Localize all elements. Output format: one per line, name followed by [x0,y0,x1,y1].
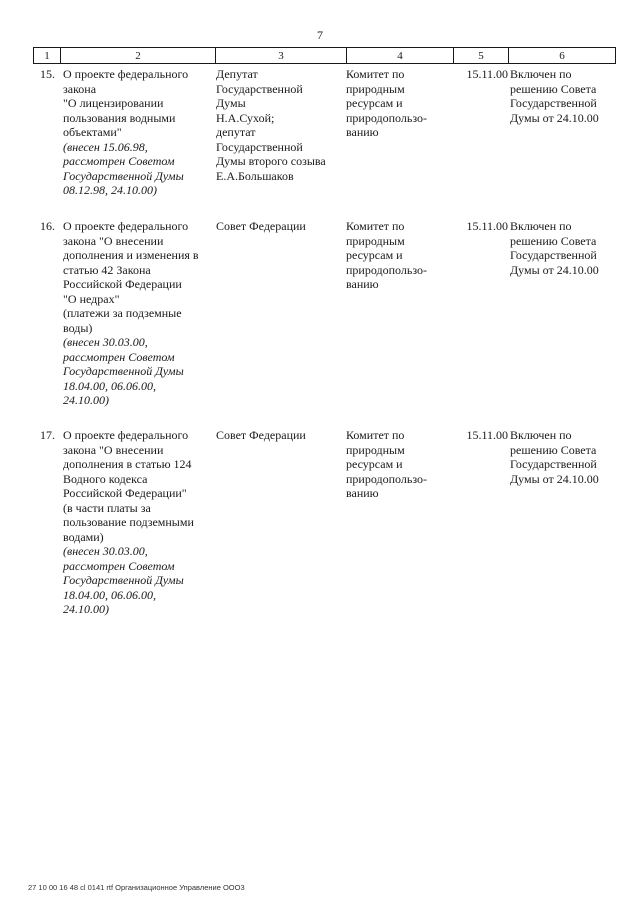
status-line: Думы от 24.10.00 [510,262,599,277]
bill-title-line: закона [63,81,97,96]
column-header-3: 3 [216,48,347,64]
committee-line: ванию [346,486,379,500]
inclusion-status [510,219,616,277]
author-line: Думы второго созыва [216,154,326,168]
committee-line: природопользо- [346,110,427,125]
responsible-committee [346,67,451,140]
bill-title-line: статью 42 Закона [63,262,151,277]
bill-note-line: 24.10.00) [63,393,109,407]
responsible-committee [346,219,451,292]
bill-note-line: рассмотрен Советом [63,349,175,364]
bill-title-line: Российской Федерации" [63,486,187,500]
review-date: 15.11.00 [466,428,508,442]
committee-line: природным [346,81,405,96]
row-number: 17. [40,428,55,442]
bill-title-line: дополнения и изменения в [63,248,199,262]
status-line: Включен по [510,219,572,233]
bill-note-line: 08.12.98, 24.10.00) [63,183,157,197]
author-line: Н.А.Сухой; [216,110,275,125]
bill-title-line: Российской Федерации [63,277,182,291]
committee-line: ресурсам и [346,96,403,110]
bill-title-line: пользования водными [63,110,176,125]
status-line: Государственной [510,96,597,110]
status-line: решению Совета [510,442,597,457]
bill-title-line: воды) [63,320,93,335]
bill-title-line: (платежи за подземные [63,306,182,320]
bill-title-line: О проекте федерального [63,219,189,233]
author-line: Депутат [216,67,258,81]
bill-title-line: О проекте федерального [63,67,189,81]
bill-author [216,67,344,183]
author-line: депутат [216,125,256,139]
column-header-row [34,48,616,64]
bill-note-line: Государственной Думы [63,364,184,378]
column-header-6: 6 [509,48,616,64]
bill-note-line: рассмотрен Советом [63,154,175,168]
column-header-5: 5 [454,48,509,64]
committee-line: природным [346,233,405,248]
bill-title-line: "О недрах" [63,291,120,306]
bill-title-line: водами) [63,529,104,544]
bill-note-line: (внесен 30.03.00, [63,335,148,349]
committee-line: природопользо- [346,262,427,277]
bill-note-line: (внесен 30.03.00, [63,544,148,558]
bill-title-line: (в части платы за [63,500,151,515]
bill-title-line: О проекте федерального [63,428,189,442]
bill-note-line: Государственной Думы [63,168,184,183]
committee-line: ванию [346,277,379,291]
status-line: Включен по [510,428,572,442]
status-line: Включен по [510,67,572,81]
bill-note-line: 24.10.00) [63,602,109,616]
committee-line: природным [346,442,405,457]
status-line: Государственной [510,248,597,262]
status-line: Думы от 24.10.00 [510,471,599,486]
bill-title-line: "О лицензировании [63,96,164,110]
bill-title-line: закона "О внесении [63,442,164,457]
status-line: Государственной [510,457,597,471]
row-number: 16. [40,219,55,233]
bill-title-line: Водного кодекса [63,471,148,486]
responsible-committee [346,428,451,501]
bill-note-line: 18.04.00, 06.06.00, [63,587,156,602]
inclusion-status [510,67,616,125]
committee-line: Комитет по [346,67,405,81]
author-line: Совет Федерации [216,219,306,233]
bill-author [216,428,344,443]
status-line: решению Совета [510,233,597,248]
author-line: Думы [216,96,246,110]
column-header-4: 4 [347,48,454,64]
author-line: Государственной [216,139,303,154]
column-header-1: 1 [34,48,61,64]
committee-line: ванию [346,125,379,139]
status-line: решению Совета [510,81,597,96]
bill-title-line: пользование подземными [63,515,194,529]
bill-note-line: рассмотрен Советом [63,558,175,573]
bill-note-line: (внесен 15.06.98, [63,139,148,154]
bill-title-line: закона "О внесении [63,233,164,248]
review-date: 15.11.00 [466,219,508,233]
bill-author [216,219,344,234]
author-line: Совет Федерации [216,428,306,442]
committee-line: ресурсам и [346,457,403,471]
author-line: Е.А.Большаков [216,168,294,183]
column-header-2: 2 [61,48,216,64]
bill-title-line: дополнения в статью 124 [63,457,192,471]
committee-line: ресурсам и [346,248,403,262]
bill-description [63,67,213,198]
committee-line: природопользо- [346,471,427,486]
bill-note-line: Государственной Думы [63,573,184,587]
review-date: 15.11.00 [466,67,508,81]
column-header-table [33,47,616,64]
document-footer: 27 10 00 16 48 cl 0141 rtf Организационное Управление ООО3 [28,883,245,892]
committee-line: Комитет по [346,428,405,442]
bill-description [63,428,213,617]
author-line: Государственной [216,81,303,96]
committee-line: Комитет по [346,219,405,233]
status-line: Думы от 24.10.00 [510,110,599,125]
bill-description [63,219,213,408]
inclusion-status [510,428,616,486]
bill-title-line: объектами" [63,125,122,139]
page-number: 7 [317,28,323,42]
row-number: 15. [40,67,55,81]
bill-note-line: 18.04.00, 06.06.00, [63,378,156,393]
